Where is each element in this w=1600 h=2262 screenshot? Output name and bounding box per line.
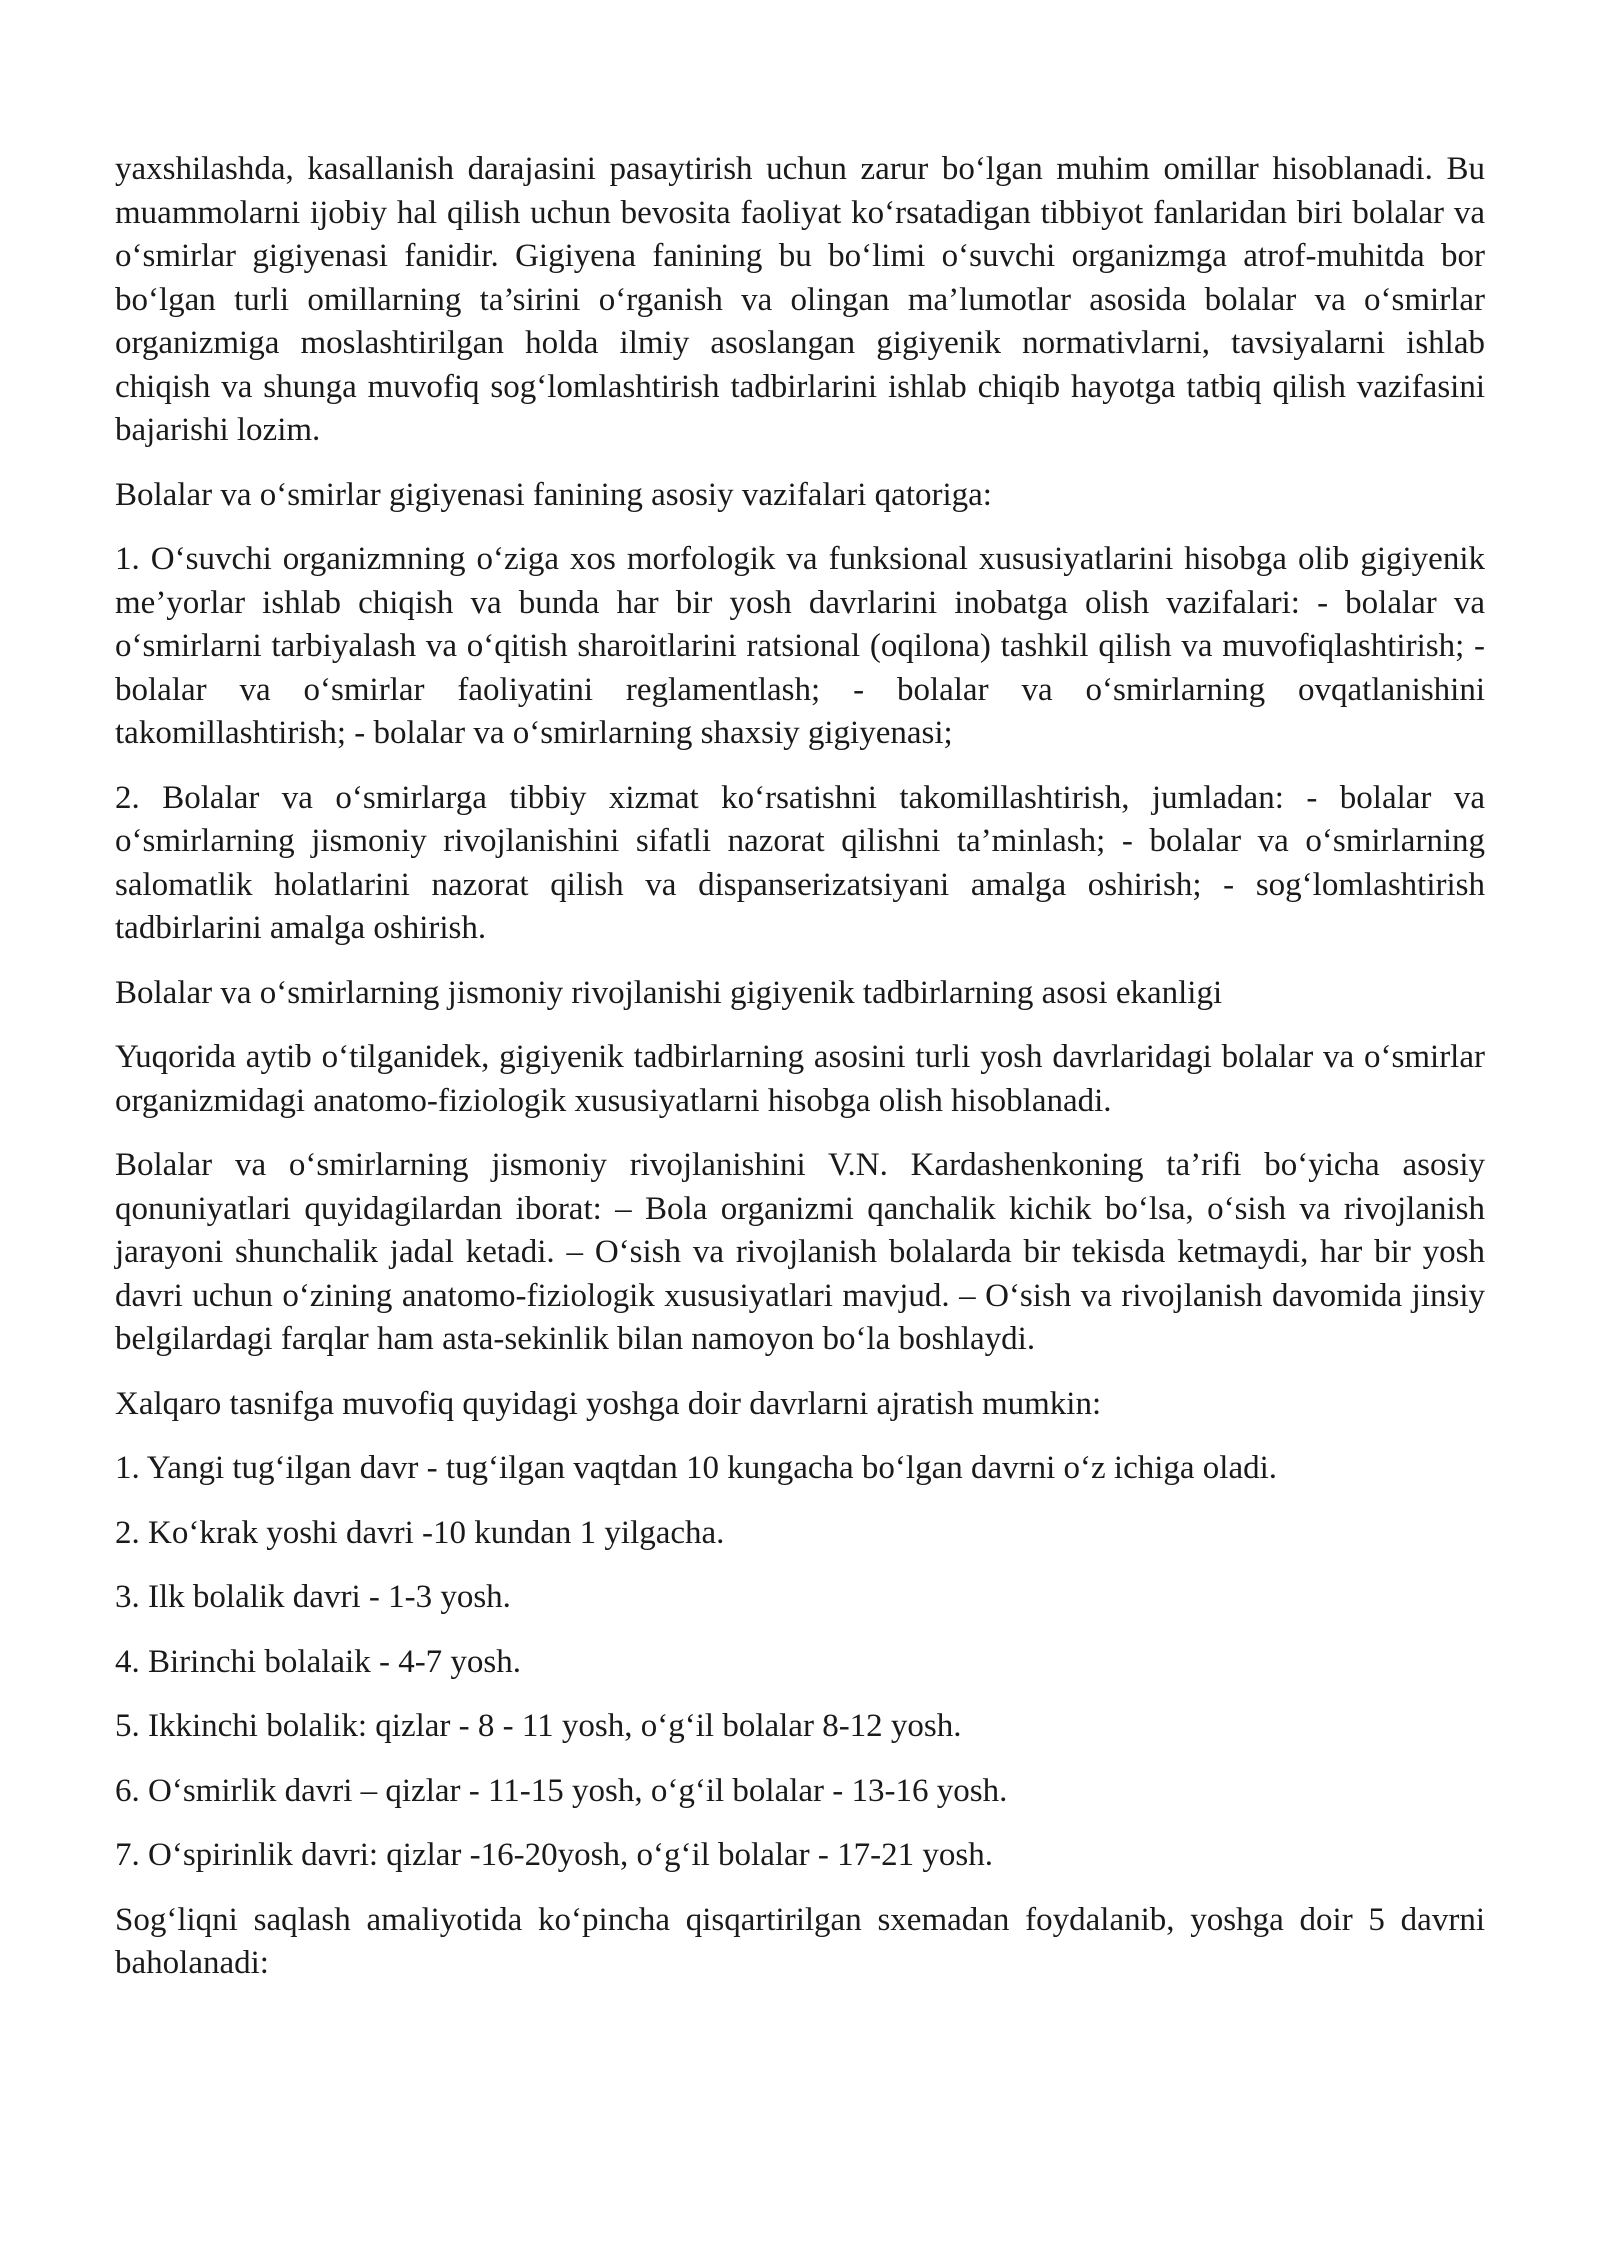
paragraph-task-1: 1. O‘suvchi organizmning o‘ziga xos morfologik va funksional xususiyatlarini hisobga olib gigiyenik me’yorlar ishlab chiqish va bunda har bir yosh davrlarini inobatga olish vazifalari: - bolalar va o‘smirlarni tarbiyalash va o‘qitish sharoitlarini ratsional (oqilona) tashkil qilish va muvofiqlashtirish; - bolalar va o‘smirlar faoliyatini reglamentlash; - bolalar va o‘smirlarning ovqatlanishini takomillashtirish; - bolalar va o‘smirlarning shaxsiy gigiyenasi;: [115, 541, 1485, 751]
paragraph-kardashenko-laws: Bolalar va o‘smirlarning jismoniy rivojlanishini V.N. Kardashenkoning ta’rifi bo‘yicha asosiy qonuniyatlari quyidagilardan iborat: – Bola organizmi qanchalik kichik bo‘lsa, o‘sish va rivojlanish jarayoni shunchalik jadal ketadi. – O‘sish va rivojlanish bolalarda bir tekisda ketmaydi, har bir yosh davri uchun o‘zining anatomo-fiziologik xususiyatlari mavjud. – O‘sish va rivojlanish davomida jinsiy belgilardagi farqlar ham asta-sekinlik bilan namoyon bo‘la boshlaydi.: [115, 1147, 1485, 1357]
paragraph-classification-intro: Xalqaro tasnifga muvofiq quyidagi yoshga doir davrlarni ajratish mumkin:: [115, 1385, 1102, 1422]
document-body: [115, 148, 1485, 2007]
list-item-age-period-3: 3. Ilk bolalik davri - 1-3 yosh.: [115, 1579, 511, 1615]
paragraph-tasks-heading: Bolalar va o‘smirlar gigiyenasi fanining asosiy vazifalari qatoriga:: [115, 476, 992, 513]
paragraph-task-2: 2. Bolalar va o‘smirlarga tibbiy xizmat ko‘rsatishni takomillashtirish, jumladan: - bolalar va o‘smirlarning jismoniy rivojlanishini sifatli nazorat qilishni ta’minlash; - bolalar va o‘smirlarning salomatlik holatlarini nazorat qilish va dispanserizatsiyani amalga oshirish; - sog‘lomlashtirish tadbirlarini amalga oshirish.: [115, 779, 1485, 946]
list-item-age-period-5: 5. Ikkinchi bolalik: qizlar - 8 - 11 yosh, o‘g‘il bolalar 8-12 yosh.: [115, 1708, 962, 1744]
section-heading-physical-development: Bolalar va o‘smirlarning jismoniy rivojlanishi gigiyenik tadbirlarning asosi ekanligi: [115, 974, 1223, 1011]
list-item-age-period-2: 2. Ko‘krak yoshi davri -10 kundan 1 yilgacha.: [115, 1514, 725, 1551]
paragraph-hygienic-basis: Yuqorida aytib o‘tilganidek, gigiyenik tadbirlarning asosini turli yosh davrlaridagi bolalar va o‘smirlar organizmidagi anatomo-fiziologik xususiyatlarni hisobga olish hisoblanadi.: [115, 1039, 1485, 1119]
list-item-age-period-4: 4. Birinchi bolalaik - 4-7 yosh.: [115, 1643, 522, 1680]
list-item-age-period-7: 7. O‘spirinlik davri: qizlar -16-20yosh, o‘g‘il bolalar - 17-21 yosh.: [115, 1837, 993, 1873]
list-item-age-period-1: 1. Yangi tug‘ilgan davr - tug‘ilgan vaqtdan 10 kungacha bo‘lgan davrni o‘z ichiga oladi.: [115, 1450, 1278, 1486]
list-item-age-period-6: 6. O‘smirlik davri – qizlar - 11-15 yosh, o‘g‘il bolalar - 13-16 yosh.: [115, 1772, 1008, 1809]
paragraph-short-scheme: Sog‘liqni saqlash amaliyotida ko‘pincha qisqartirilgan sxemadan foydalanib, yoshga doir 5 davrni baholanadi:: [115, 1901, 1485, 1981]
paragraph-intro: yaxshilashda, kasallanish darajasini pasaytirish uchun zarur bo‘lgan muhim omillar hisoblanadi. Bu muammolarni ijobiy hal qilish uchun bevosita faoliyat ko‘rsatadigan tibbiyot fanlaridan biri bolalar va o‘smirlar gigiyenasi fanidir. Gigiyena fanining bu bo‘limi o‘suvchi organizmga atrof-muhitda bor bo‘lgan turli omillarning ta’sirini o‘rganish va olingan ma’lumotlar asosida bolalar va o‘smirlar organizmiga moslashtirilgan holda ilmiy asoslangan gigiyenik normativlarni, tavsiyalarni ishlab chiqish va shunga muvofiq sog‘lomlashtirish tadbirlarini ishlab chiqib hayotga tatbiq qilish vazifasini bajarishi lozim.: [115, 151, 1485, 448]
